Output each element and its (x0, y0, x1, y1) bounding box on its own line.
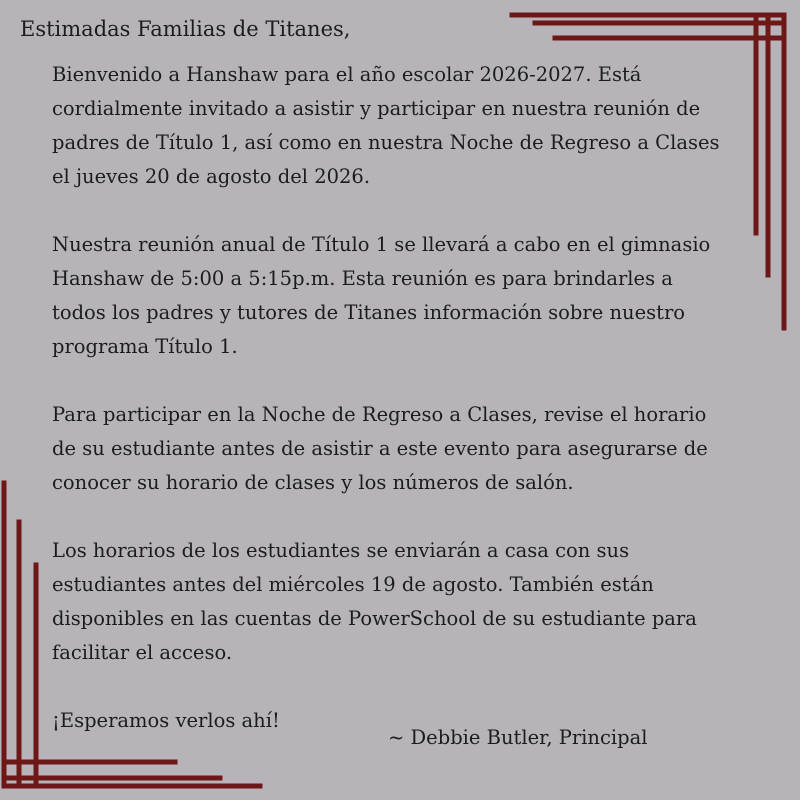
letter-closing: ¡Esperamos verlos ahí! (52, 709, 280, 732)
letter-signature: ~ Debbie Butler, Principal (388, 726, 648, 749)
letter-paragraph-title1-meeting: Nuestra reunión anual de Título 1 se llevará a cabo en el gimnasio Hanshaw de 5:00 a 5:15p.m. Esta reunión es para brindarles a todos los padres y tutores de Titanes información sobre nuestro programa Título 1. (52, 233, 711, 358)
letter-greeting: Estimadas Familias de Titanes, (20, 17, 351, 41)
letter-paragraph-welcome: Bienvenido a Hanshaw para el año escolar 2026-2027. Está cordialmente invitado a asistir y participar en nuestra reunión de padres de Título 1, así como en nuestra Noche de Regreso a Clases el jueves 20 de agosto del 2026. (52, 63, 720, 188)
letter-paragraph-back-to-school: Para participar en la Noche de Regreso a Clases, revise el horario de su estudiante antes de asistir a este evento para asegurarse de conocer su horario de clases y los números de salón. (52, 403, 708, 494)
letter-body (52, 58, 732, 738)
letter-paragraph-schedules: Los horarios de los estudiantes se enviarán a casa con sus estudiantes antes del miércoles 19 de agosto. También están disponibles en las cuentas de PowerSchool de su estudiante para facilitar el acceso. (52, 539, 697, 664)
